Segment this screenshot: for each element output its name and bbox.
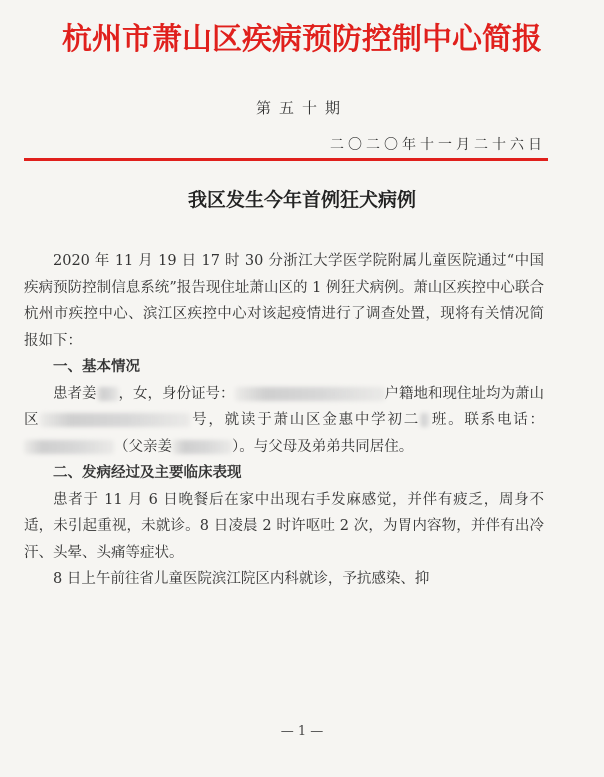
basic-info-text-e: 班。联系电话： <box>430 412 545 428</box>
redacted-address <box>40 413 190 427</box>
onset-paragraph: 患者于 11 月 6 日晚餐后在家中出现右手发麻感觉，并伴有疲乏，周身不适，未引起重视，未就诊。8 日凌晨 2 时许呕吐 2 次，为胃内容物，并伴有出冷汗、头晕、头痛等症状。 <box>24 491 544 561</box>
treatment-paragraph: 8 日上午前往省儿童医院滨江院区内科就诊，予抗感染、抑 <box>53 571 430 587</box>
basic-info-text-c: 户籍地和现住址均为萧山区 <box>24 385 544 428</box>
article-headline: 我区发生今年首例狂犬病例 <box>187 189 416 211</box>
redacted-name <box>97 387 119 401</box>
section-heading-onset: 二、发病经过及主要临床表现 <box>53 464 242 481</box>
basic-info-paragraph <box>24 381 544 461</box>
redacted-class <box>420 413 430 427</box>
intro-paragraph: 2020 年 11 月 19 日 17 时 30 分浙江大学医学院附属儿童医院通过“中国疾病预防控制信息系统”报告现住址萧山区的 1 例狂犬病例。萧山区疾控中心联合杭州市疾控中心、滨江区疾控中心对该起疫情进行了调查处置，现将有关情况简报如下： <box>24 253 544 349</box>
issue-number: 第五十期 <box>255 99 348 117</box>
basic-info-text-f: （父亲姜 <box>114 438 172 455</box>
redacted-id-number <box>235 387 385 401</box>
basic-info-text-d: 号，就读于萧山区金惠中学初二 <box>190 412 421 428</box>
basic-info-text-b: ，女，身份证号： <box>118 385 235 402</box>
basic-info-text-g: ）。与父母及弟弟共同居住。 <box>232 438 414 455</box>
basic-info-text-a: 患者姜 <box>53 385 97 402</box>
redacted-father-name <box>172 440 232 454</box>
issue-date: 二〇二〇年十一月二十六日 <box>330 137 546 153</box>
red-divider <box>24 158 548 161</box>
page-number: — 1 — <box>280 724 324 739</box>
article-body <box>24 248 544 593</box>
redacted-phone <box>24 440 114 454</box>
masthead-title: 杭州市萧山区疾病预防控制中心简报 <box>62 22 542 57</box>
section-heading-basic-info: 一、基本情况 <box>53 358 140 375</box>
